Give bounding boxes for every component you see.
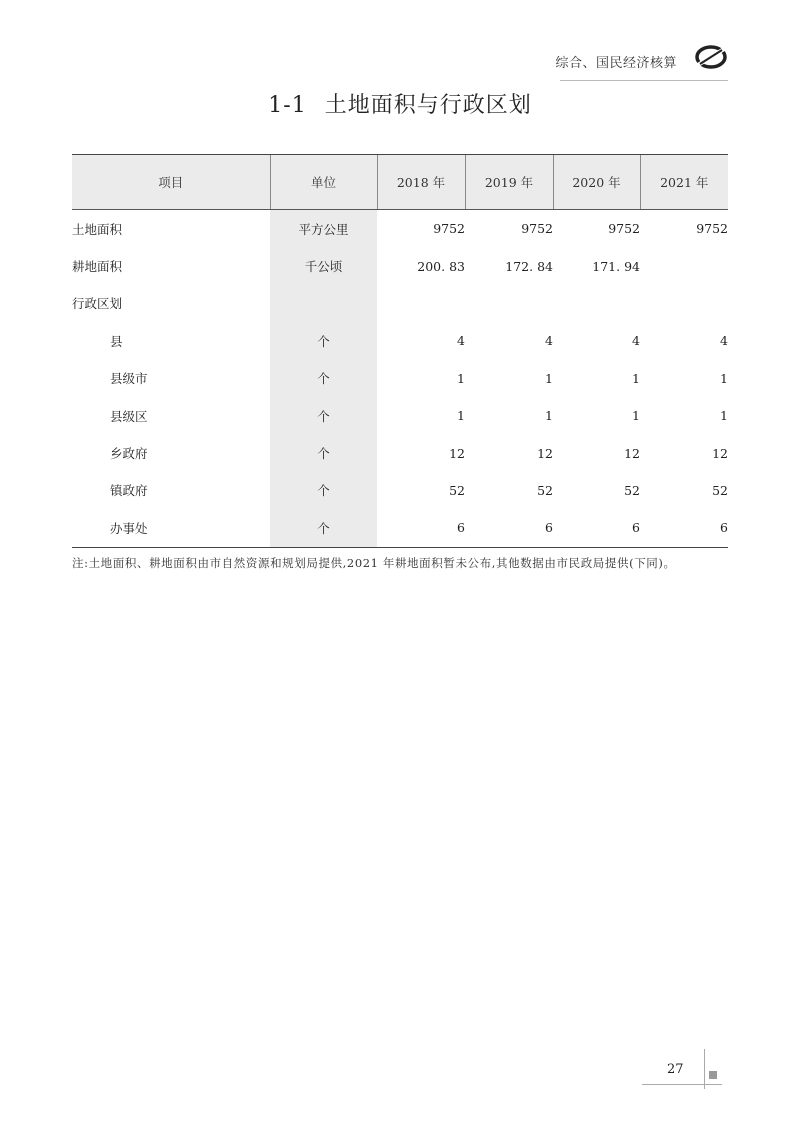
cell-value: 1 xyxy=(545,370,553,386)
page-number: 27 xyxy=(667,1062,684,1077)
row-label: 县级市 xyxy=(110,371,148,387)
column-header-2020: 2020 年 xyxy=(553,155,640,210)
cell-value: 9752 xyxy=(696,221,728,237)
cell-value: 6 xyxy=(377,509,465,547)
footer-divider xyxy=(642,1084,722,1085)
row-label: 行政区划 xyxy=(72,296,123,312)
cell-value: 1 xyxy=(632,408,640,424)
cell-value: 6 xyxy=(465,509,553,547)
column-header-2021: 2021 年 xyxy=(640,155,728,210)
footer-square-icon xyxy=(709,1071,717,1079)
column-header-item: 项目 xyxy=(72,155,270,210)
page-title xyxy=(0,88,800,119)
column-header-2019: 2019 年 xyxy=(465,155,553,210)
cell-value: 200. 83 xyxy=(417,258,465,274)
row-label: 土地面积 xyxy=(72,221,123,237)
cell-value: 1 xyxy=(632,370,640,386)
cell-value: 4 xyxy=(457,333,465,349)
row-label: 镇政府 xyxy=(110,483,148,499)
table-row xyxy=(72,397,728,434)
row-unit: 个 xyxy=(270,397,377,434)
cell-value xyxy=(377,285,465,322)
cell-value: 12 xyxy=(712,445,728,461)
table-row xyxy=(72,472,728,509)
cell-value: 172. 84 xyxy=(505,258,553,274)
row-label: 耕地面积 xyxy=(72,259,123,275)
section-header: 综合、国民经济核算 xyxy=(555,56,677,71)
row-unit: 平方公里 xyxy=(270,210,377,248)
cell-value xyxy=(640,247,728,284)
cell-value: 9752 xyxy=(608,221,640,237)
row-unit: 个 xyxy=(270,509,377,547)
table-row xyxy=(72,210,728,248)
cell-value: 4 xyxy=(545,333,553,349)
row-unit: 千公顷 xyxy=(270,247,377,284)
table-row xyxy=(72,285,728,322)
row-label: 乡政府 xyxy=(110,446,148,462)
cell-value: 12 xyxy=(537,445,553,461)
cell-value: 4 xyxy=(632,333,640,349)
cell-value: 52 xyxy=(537,482,553,498)
footer-divider-vertical xyxy=(704,1049,705,1089)
data-table xyxy=(72,154,728,548)
cell-value: 6 xyxy=(553,509,640,547)
cell-value xyxy=(553,285,640,322)
header-rule xyxy=(560,80,728,81)
row-label: 办事处 xyxy=(72,509,270,547)
row-label: 县级区 xyxy=(110,408,148,424)
cell-value: 1 xyxy=(720,370,728,386)
cell-value: 9752 xyxy=(521,221,553,237)
table-row xyxy=(72,509,728,547)
table-header-row xyxy=(72,155,728,210)
table-footnote: 注:土地面积、耕地面积由市自然资源和规划局提供,2021 年耕地面积暂未公布,其他数据由市民政局提供(下同)。 xyxy=(72,556,676,570)
statistics-logo-icon xyxy=(694,43,728,71)
table-row xyxy=(72,322,728,359)
cell-value: 12 xyxy=(449,445,465,461)
title-number: 1-1 xyxy=(268,93,307,118)
column-header-2018: 2018 年 xyxy=(377,155,465,210)
row-unit: 个 xyxy=(270,322,377,359)
cell-value: 1 xyxy=(720,408,728,424)
cell-value xyxy=(465,285,553,322)
cell-value: 1 xyxy=(545,408,553,424)
cell-value xyxy=(640,285,728,322)
row-unit: 个 xyxy=(270,472,377,509)
row-label: 县 xyxy=(110,333,123,349)
cell-value: 52 xyxy=(712,482,728,498)
cell-value: 12 xyxy=(624,445,640,461)
table-row xyxy=(72,247,728,284)
cell-value: 4 xyxy=(720,333,728,349)
row-unit xyxy=(270,285,377,322)
row-unit: 个 xyxy=(270,360,377,397)
column-header-unit: 单位 xyxy=(270,155,377,210)
cell-value: 171. 94 xyxy=(592,258,640,274)
cell-value: 6 xyxy=(640,509,728,547)
table-row xyxy=(72,360,728,397)
title-text: 土地面积与行政区划 xyxy=(324,93,532,118)
cell-value: 52 xyxy=(449,482,465,498)
cell-value: 1 xyxy=(457,408,465,424)
cell-value: 9752 xyxy=(433,221,465,237)
cell-value: 1 xyxy=(457,370,465,386)
row-unit: 个 xyxy=(270,434,377,471)
cell-value: 52 xyxy=(624,482,640,498)
table-row xyxy=(72,434,728,471)
